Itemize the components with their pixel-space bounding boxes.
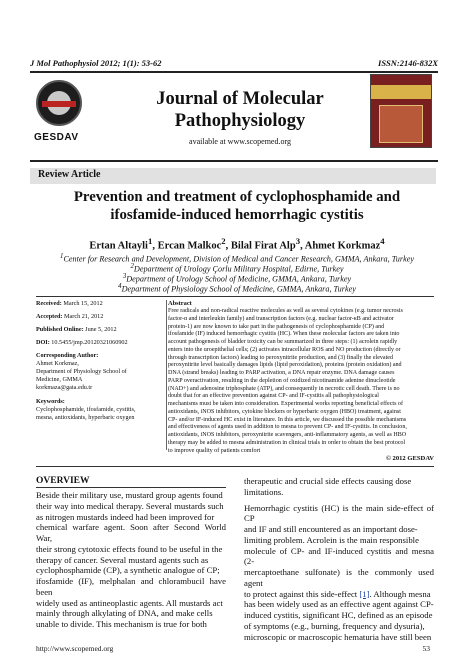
corresponding-author-line: Ahmet Korkmaz, [36,360,79,367]
affiliation-text: Department of Urology School of Medicine, GMMA, Ankara, Turkey [126,274,352,284]
overview-rule [36,487,226,488]
corresponding-author-label: Corresponding Author: [36,352,99,359]
received-value: March 15, 2012 [63,300,103,307]
paper-title-line1: Prevention and treatment of cyclophosphamide and [73,189,401,205]
body-line: and IF and still encountered as an important dose- [244,524,418,534]
masthead-rule [30,160,438,162]
body-line: induced cystitis, significant HC, defined as an episode [244,610,433,620]
author-name: Ercan Malkoc [157,240,222,252]
affiliation-sup: 2 [130,263,134,270]
article-type-label: Review Article [38,169,101,180]
abstract-line: CP- and/or IF-induced HC exist in literature. In this article, we discussed the possible mechanisms [168,416,407,423]
accepted-value: March 21, 2012 [64,313,104,320]
abstract-line: protein-1) are now known to take part in the pathogenesis of cyclophosphamide (CP) and [168,323,385,330]
copyright-notice: © 2012 GESDAV [385,455,434,462]
header-rule [30,71,438,73]
abstract-line: enters into the uroepithelial cells; (2) activates intracellular ROS and NO production (directly or [168,346,401,353]
journal-title-line2: Pathophysiology [174,111,306,131]
accepted-label: Accepted: [36,313,63,320]
body-text: . Although mesna [369,588,431,599]
body-line: molecule of CP- and IF-induced cystitis and mesna (2- [244,545,434,567]
abstract-title: Abstract [168,300,192,307]
corresponding-author [36,352,164,392]
abstract-line: DNA (strand breaks) leading to PARP activation, a DNA repair enzyme. DNA damage causes [168,370,395,376]
published-date [36,326,164,334]
abstract-line: PARP overactivation, resulting in the depletion of oxidized nicotinamide adenine dinucleotide [168,377,396,384]
body-line: therapeutic and crucial side effects causing dose [244,476,412,486]
body-line: limiting problem. Acrolein is the main responsible [244,534,419,545]
received-label: Received: [36,300,62,307]
abstract-body [168,308,434,455]
body-line: limitations. [244,486,284,497]
publisher-name: GESDAV [34,132,79,143]
journal-title [140,88,340,132]
abstract-line: therapy may be added to mesna administration in clinical trials in order to obtain the best protocol [168,439,406,446]
paper-title-line2: ifosfamide-induced hemorrhagic cystitis [110,207,364,223]
received-date [36,300,164,308]
author-sup: 3 [295,236,301,246]
body-line: ifosfamide (IF), melphalan and chlorambucil have been [36,576,226,597]
published-value: June 5, 2012 [85,326,117,333]
author-name: Ertan Altayli [89,240,148,252]
footer-url[interactable]: http://www.scopemed.org [36,644,114,653]
abstract-line: through transcription factors) leading to peroxynitrite production, and (3) finally the elevated [168,354,394,361]
author-list: Ertan Altayli$^1$, Ercan Malkoc$^2$, Bilal Firat Alp$^3$, Ahmet Korkmaz$^4$ [89,236,385,252]
abstract-line: antioxidants, iNOS inhibitors, peroxynitrite scavengers, anti-inflammatory agents, as well as HBO [168,432,407,438]
body-line: their strong cytotoxic effects found to be useful in the [36,543,223,554]
overview-left-column [36,490,226,630]
publisher-logo [36,80,82,126]
doi-value: 10.5455/jmp.20120321060902 [51,339,128,346]
published-label: Published Online: [36,326,84,333]
body-text: to protect against this side-effect [244,588,360,599]
doi-label: DOI: [36,339,50,346]
journal-citation: J Mol Pathophysiol 2012; 1(1): 53-62 [30,58,162,68]
body-line: mainly through alkylating of DNA, and make cells [36,608,213,619]
affiliation-sup: 3 [122,273,127,280]
body-line: Hemorrhagic cystitis (HC) is the main side-effect of CP [244,502,434,524]
abstract-line: account pathogenesis of bladder toxicity can be summarized in three steps: (1) acrolein rapidly [168,339,398,345]
body-line: cyclophosphamide (CP), a synthetic analogue of CP; [36,565,220,576]
journal-cover-image [370,74,432,148]
author-sup: 1 [147,236,153,246]
abstract-line: and effectiveness of agents used in addition to mesna to prevent CP- and IF-cystitis. In conclusion, [168,424,407,431]
author-sup: 4 [380,236,385,246]
body-line: chemical warfare agent. Soon after Second World War, [36,522,226,543]
abstract-line: mechanisms must be taken into consideration. Experimental works reporting beneficial effects of [168,401,403,407]
journal-title-line1: Journal of Molecular [156,89,324,109]
overview-right-column [244,476,434,642]
section-heading-overview: OVERVIEW [36,476,90,486]
corresponding-author-line: Medicine, GMMA [36,376,83,383]
abstract-line: antioxidants, iNOS inhibitors, cytokine blockers or hyperbaric oxygen (HBO) treatment, against [168,408,401,415]
author-name: Bilal Firat Alp [230,240,296,252]
affiliation [40,283,434,294]
info-top-rule [36,296,434,297]
abstract-line: Free radicals and non-radical reactive molecules as well as several cytokines (e.g. tumor necrosis [168,308,403,314]
reference-link[interactable]: [1] [359,588,370,599]
abstract-line: to improve quality of patients comfort [168,447,261,454]
abstract-line: (NAD+) and adenosine triphosphate (ATP), and consequently in necrotic cell death. There is no [168,385,400,392]
journal-availability: available at www.scopemed.org [189,137,291,146]
abstract-line: factor-α and interleukin family) and transcription factors (e.g. nuclear factor-κB and activator [168,315,394,322]
affiliation-text: Department of Urology Çorlu Military Hospital, Edirne, Turkey [133,264,344,274]
body-line: microscopic or macroscopic hematuria have still been [244,631,432,642]
body-line: Beside their military use, mustard group agents found [36,490,223,500]
page-number: 53 [422,644,430,653]
body-line: therapy of cancer. Several mustard agents such as [36,554,209,565]
author-sup: 2 [221,236,226,246]
affiliation-text: Center for Research and Development, Division of Medical and Cancer Research, GMMA, Ankara, Turkey [63,254,414,264]
keywords-line: mesna, antioxidants, hyperbaric oxygen [36,414,135,421]
paper-title [40,188,434,224]
body-line: of symptoms (e.g., burning, frequency and dysuria), [244,620,425,631]
affiliation-sup: 4 [118,283,122,290]
body-line: has been widely used as an effective agent against CP- [244,599,434,610]
body-line: their way into medical therapy. Several mustards such [36,500,224,511]
keywords-line: Cyclophosphamide, ifosfamide, cystitis, [36,406,136,413]
abstract-line: peroxynitrite level basically damages lipids (lipid peroxidation), proteins (protein oxidation) and [168,362,402,369]
author-name: Ahmet Korkmaz [304,240,381,252]
affiliation-sup: 1 [60,253,64,260]
corresponding-author-line: Department of Physiology School of [36,368,127,375]
info-divider [166,300,167,450]
affiliation-text: Department of Physiology School of Medicine, GMMA, Ankara, Turkey [121,284,356,294]
body-line: unable to divide. This mechanism is true for both [36,619,207,629]
body-line: widely used as antineoplastic agents. All mustards act [36,597,223,608]
corresponding-author-email: korkmaza@gata.edu.tr [36,384,93,391]
keywords [36,398,164,422]
issn-label: ISSN:2146-832X [378,58,438,68]
body-line [244,589,434,600]
doi [36,339,164,347]
body-line: as nitrogen mustards indeed had been improved for [36,511,215,522]
abstract-line: ifosfamide (IF) induced hemorrhagic cystitis (HC). When these molecular factors are taken into [168,331,400,338]
accepted-date [36,313,164,321]
abstract-line: doubt that for an effective prevention against CP- and IF-cystitis all pathophysiological [168,393,379,400]
body-line: mercaptoethane sulfonate) is the commonly used agent [244,567,434,588]
keywords-label: Keywords: [36,398,65,405]
abstract-bottom-rule [36,466,434,467]
